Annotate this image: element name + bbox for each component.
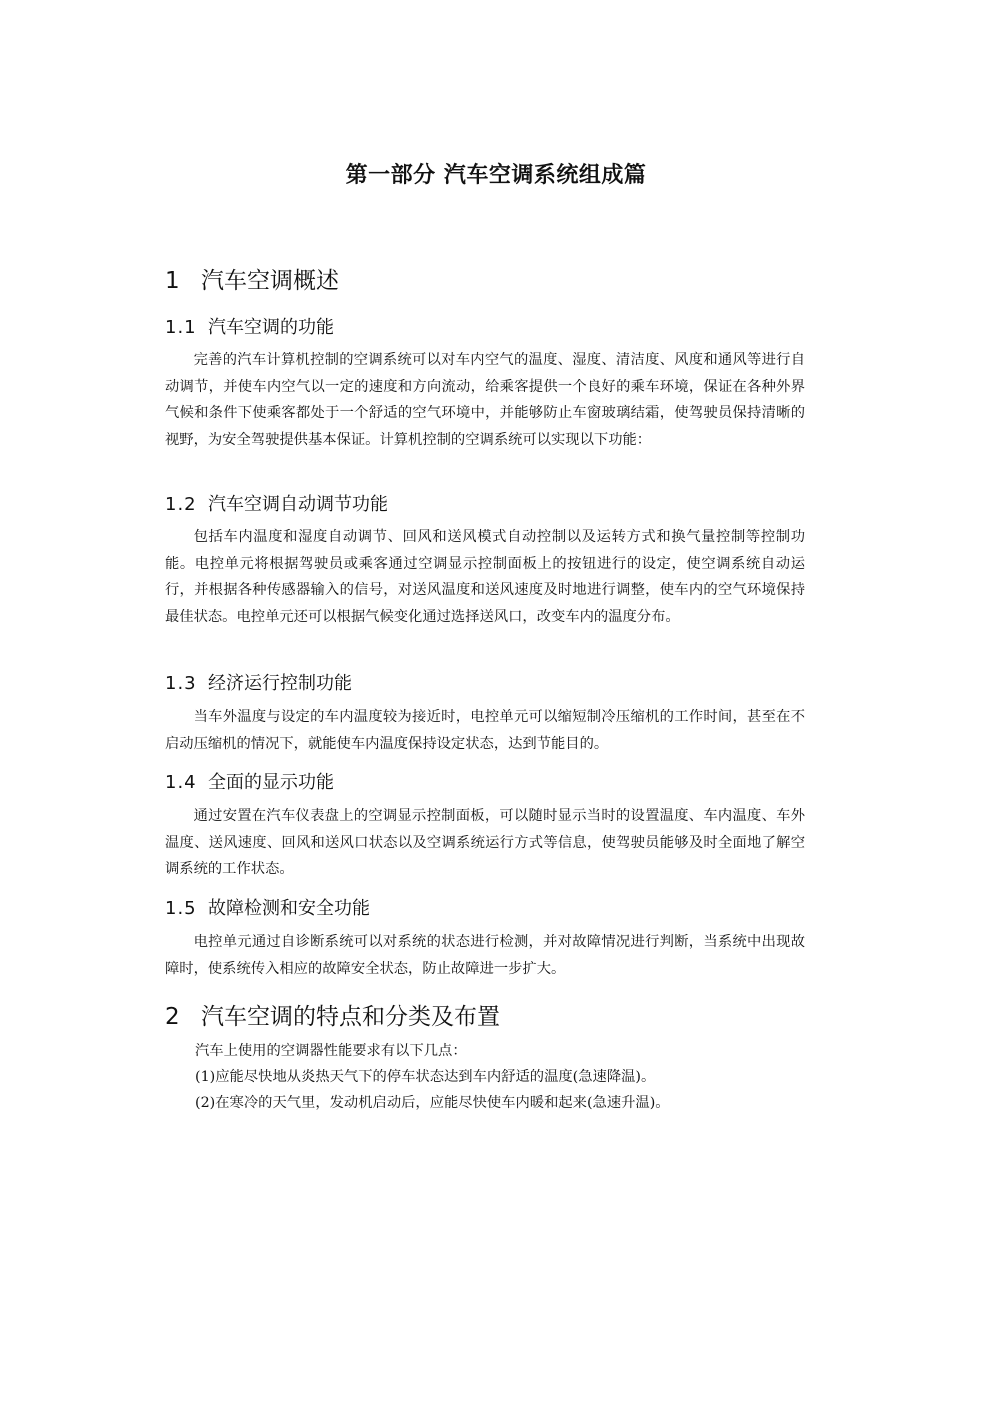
subsection-1-5-heading (165, 894, 370, 920)
subsection-title: 汽车空调的功能 (208, 317, 334, 338)
subsection-number: 1.4 (165, 772, 197, 793)
section-1-heading (165, 262, 339, 295)
section-title: 汽车空调的特点和分类及布置 (201, 1004, 500, 1030)
subsection-number: 1.1 (165, 317, 197, 338)
subsection-1-4-paragraph: 通过安置在汽车仪表盘上的空调显示控制面板，可以随时显示当时的设置温度、车内温度、车外温度、送风速度、回风和送风口状态以及空调系统运行方式等信息，使驾驶员能够及时全面地了解空调系统的工作状态。 (165, 808, 805, 877)
subsection-1-5-paragraph: 电控单元通过自诊断系统可以对系统的状态进行检测，并对故障情况进行判断，当系统中出现故障时，使系统传入相应的故障安全状态，防止故障进一步扩大。 (165, 934, 805, 977)
subsection-1-4-heading (165, 768, 334, 794)
subsection-number: 1.2 (165, 494, 197, 515)
section-number: 2 (165, 1004, 180, 1030)
subsection-title: 汽车空调自动调节功能 (208, 494, 388, 515)
section-2-heading (165, 998, 500, 1031)
subsection-1-3-heading (165, 669, 352, 695)
requirement-item-1: (1)应能尽快地从炎热天气下的停车状态达到车内舒适的温度(急速降温)。 (195, 1069, 656, 1085)
subsection-1-2-heading (165, 490, 388, 516)
subsection-number: 1.3 (165, 673, 197, 694)
subsection-number: 1.5 (165, 898, 197, 919)
subsection-1-1-paragraph: 完善的汽车计算机控制的空调系统可以对车内空气的温度、湿度、清洁度、风度和通风等进行自动调节，并使车内空气以一定的速度和方向流动，给乘客提供一个良好的乘车环境，保证在各种外界气候和条件下使乘客都处于一个舒适的空气环境中，并能够防止车窗玻璃结霜，使驾驶员保持清晰的视野，为安全驾驶提供基本保证。计算机控制的空调系统可以实现以下功能： (165, 352, 805, 448)
subsection-title: 经济运行控制功能 (208, 673, 352, 694)
subsection-title: 全面的显示功能 (208, 772, 334, 793)
part-title: 第一部分 汽车空调系统组成篇 (345, 163, 647, 188)
subsection-1-2-paragraph: 包括车内温度和湿度自动调节、回风和送风模式自动控制以及运转方式和换气量控制等控制功能。电控单元将根据驾驶员或乘客通过空调显示控制面板上的按钮进行的设定，使空调系统自动运行，并根据各种传感器输入的信号，对送风温度和送风速度及时地进行调整，使车内的空气环境保持最佳状态。电控单元还可以根据气候变化通过选择送风口，改变车内的温度分布。 (165, 529, 805, 625)
requirement-item-2: (2)在寒冷的天气里，发动机启动后，应能尽快使车内暖和起来(急速升温)。 (195, 1095, 670, 1111)
section-2-intro-line: 汽车上使用的空调器性能要求有以下几点： (195, 1043, 467, 1059)
subsection-1-3-paragraph: 当车外温度与设定的车内温度较为接近时，电控单元可以缩短制冷压缩机的工作时间，甚至在不启动压缩机的情况下，就能使车内温度保持设定状态，达到节能目的。 (165, 709, 805, 752)
subsection-1-1-heading (165, 313, 334, 339)
section-number: 1 (165, 268, 180, 294)
subsection-title: 故障检测和安全功能 (208, 898, 370, 919)
section-title: 汽车空调概述 (201, 268, 339, 294)
